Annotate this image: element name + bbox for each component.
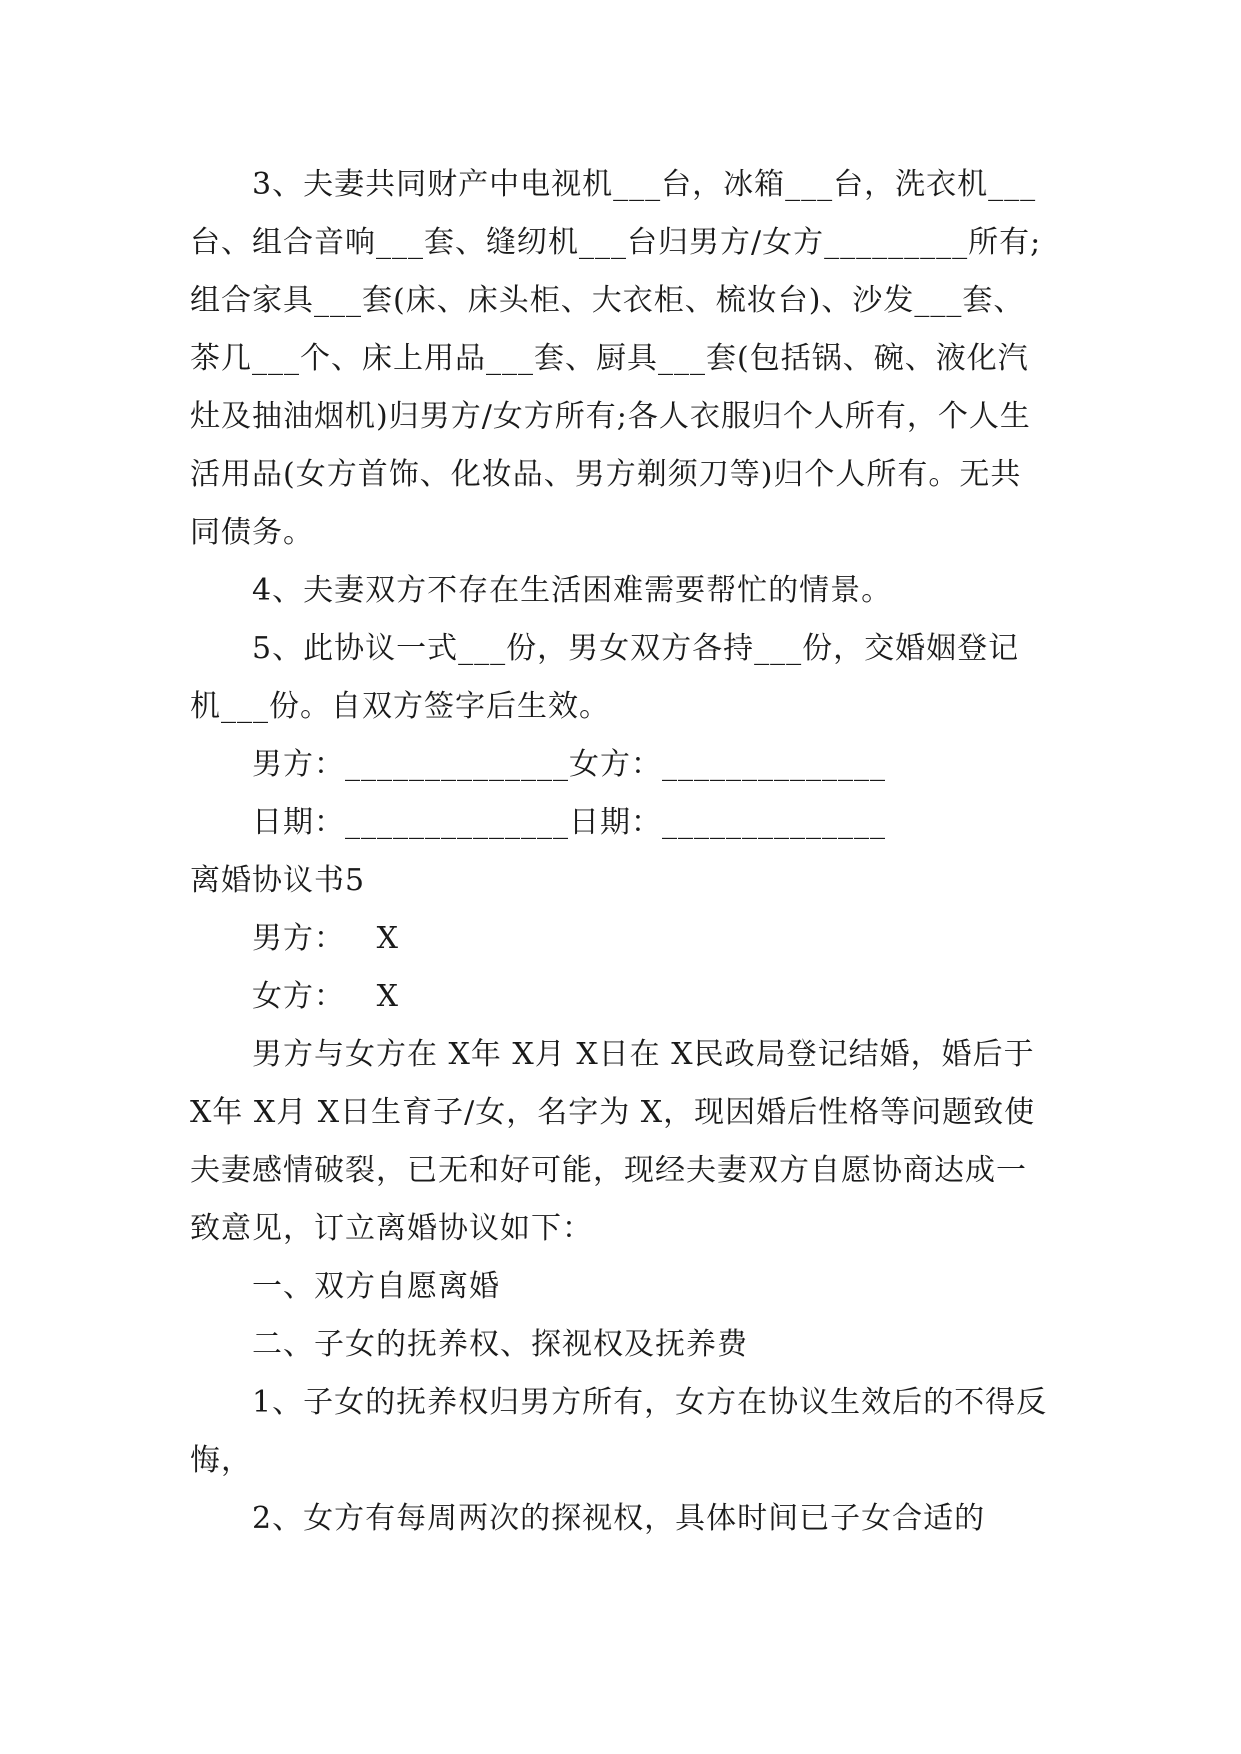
paragraph-introduction: 男方与女方在 X年 X月 X日在 X民政局登记结婚，婚后于 X年 X月 X日生育子/女，名字为 X，现因婚后性格等问题致使夫妻感情破裂，已无和好可能，现经夫妻双方自愿协商达成一致意见，订立离婚协议如下： xyxy=(190,1037,1036,1246)
section-heading-child-custody: 二、子女的抚养权、探视权及抚养费 xyxy=(252,1327,748,1362)
female-party-line: 女方： X xyxy=(252,979,399,1014)
section-heading-voluntary-divorce: 一、双方自愿离婚 xyxy=(252,1269,500,1304)
paragraph-copies: 5、此协议一式___份，男女双方各持___份，交婚姻登记机___份。自双方签字后生效。 xyxy=(190,631,1020,724)
paragraph-visitation: 2、女方有每周两次的探视权，具体时间已子女合适的 xyxy=(252,1501,986,1536)
paragraph-no-hardship: 4、夫妻双方不存在生活困难需要帮忙的情景。 xyxy=(252,573,893,608)
signature-dates-line: 日期：______________日期：______________ xyxy=(252,805,886,840)
signature-names-line: 男方：______________女方：______________ xyxy=(252,747,886,782)
male-party-line: 男方： X xyxy=(252,921,399,956)
paragraph-property-division: 3、夫妻共同财产中电视机___台，冰箱___台，洗衣机___台、组合音响___套、缝纫机___台归男方/女方_________所有;组合家具___套(床、床头柜、大衣柜、梳妆台)、沙发___套、茶几___个、床上用品___套、厨具___套(包括锅、碗、液化汽灶及抽油烟机)归男方/女方所有;各人衣服归个人所有，个人生活用品(女方首饰、化妆品、男方剃须刀等)归个人所有。无共同债务。 xyxy=(190,167,1042,550)
agreement-title: 离婚协议书5 xyxy=(190,863,366,898)
document-page xyxy=(190,156,1050,1548)
paragraph-custody: 1、子女的抚养权归男方所有，女方在协议生效后的不得反悔， xyxy=(190,1385,1048,1478)
